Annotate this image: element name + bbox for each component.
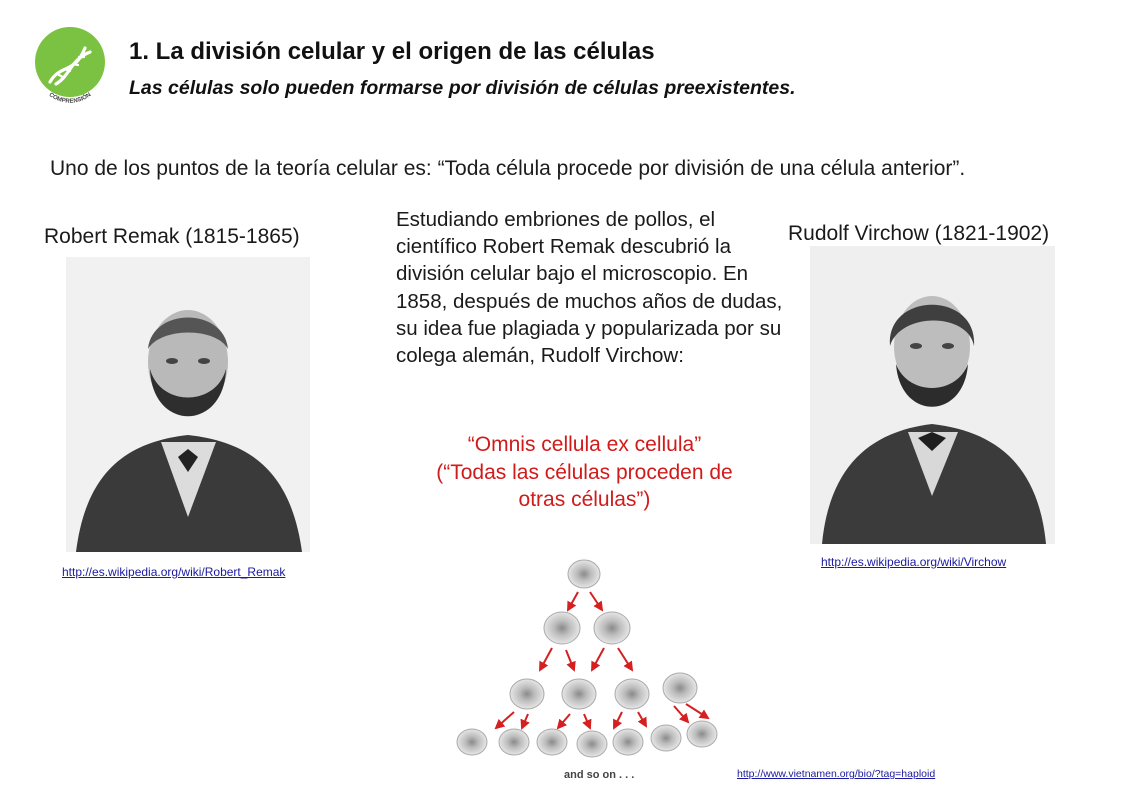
remak-portrait xyxy=(66,257,310,552)
virchow-caption: Rudolf Virchow (1821-1902) xyxy=(788,222,1050,245)
quote-translation-line-2: otras células”) xyxy=(518,488,651,511)
cell-3-6 xyxy=(687,721,717,747)
division-arrow-0 xyxy=(568,592,578,610)
division-arrow-9 xyxy=(584,714,590,728)
virchow-quote xyxy=(392,431,777,514)
cell-2-1 xyxy=(562,679,596,709)
quote-translation-line-1: (“Todas las células proceden de xyxy=(436,460,733,484)
dna-icon xyxy=(30,24,110,104)
cell-3-4 xyxy=(613,729,643,755)
remak-caption: Robert Remak (1815-1865) xyxy=(44,225,300,248)
cell-1-1 xyxy=(594,612,630,644)
cell-0-0 xyxy=(568,560,600,588)
cell-3-3 xyxy=(577,731,607,757)
division-arrow-13 xyxy=(686,704,708,718)
division-arrow-7 xyxy=(522,714,528,728)
haploid-source-link[interactable]: http://www.vietnamen.org/bio/?tag=haploid xyxy=(737,768,936,780)
virchow-portrait xyxy=(810,246,1055,544)
division-arrow-8 xyxy=(558,714,570,728)
story-paragraph: Estudiando embriones de pollos, el científico Robert Remak descubrió la división celular bajo el microscopio. En 1858, después de muchos años de dudas, su idea fue plagiada y popularizada por su colega alemán, Rudolf Virchow: xyxy=(396,208,783,368)
cell-1-0 xyxy=(544,612,580,644)
cell-3-5 xyxy=(651,725,681,751)
division-arrow-11 xyxy=(638,712,646,726)
page-title: 1. La división celular y el origen de las células xyxy=(129,38,655,65)
remak-wikipedia-link[interactable]: http://es.wikipedia.org/wiki/Robert_Remak xyxy=(62,565,286,579)
virchow-wikipedia-link[interactable]: http://es.wikipedia.org/wiki/Virchow xyxy=(821,555,1007,569)
division-arrow-3 xyxy=(566,650,574,670)
diagram-caption: and so on . . . xyxy=(564,769,635,781)
cell-2-3 xyxy=(663,673,697,703)
comprension-logo xyxy=(30,24,110,104)
division-arrow-5 xyxy=(618,648,632,670)
division-arrow-4 xyxy=(592,648,604,670)
division-arrow-2 xyxy=(540,648,552,670)
quote-latin: “Omnis cellula ex cellula” xyxy=(467,433,702,456)
svg-text:COMPRENSIÓN: COMPRENSIÓN xyxy=(47,92,93,104)
page-subtitle: Las células solo pueden formarse por división de células preexistentes. xyxy=(129,77,796,99)
cell-2-2 xyxy=(615,679,649,709)
cell-division-diagram xyxy=(452,552,732,784)
cell-2-0 xyxy=(510,679,544,709)
cell-3-0 xyxy=(457,729,487,755)
division-arrow-6 xyxy=(496,712,514,728)
cell-3-1 xyxy=(499,729,529,755)
cell-3-2 xyxy=(537,729,567,755)
division-arrow-12 xyxy=(674,706,688,722)
division-arrow-1 xyxy=(590,592,602,610)
intro-paragraph: Uno de los puntos de la teoría celular es: “Toda célula procede por división de una célula anterior”. xyxy=(50,157,966,180)
division-arrow-10 xyxy=(614,712,622,728)
